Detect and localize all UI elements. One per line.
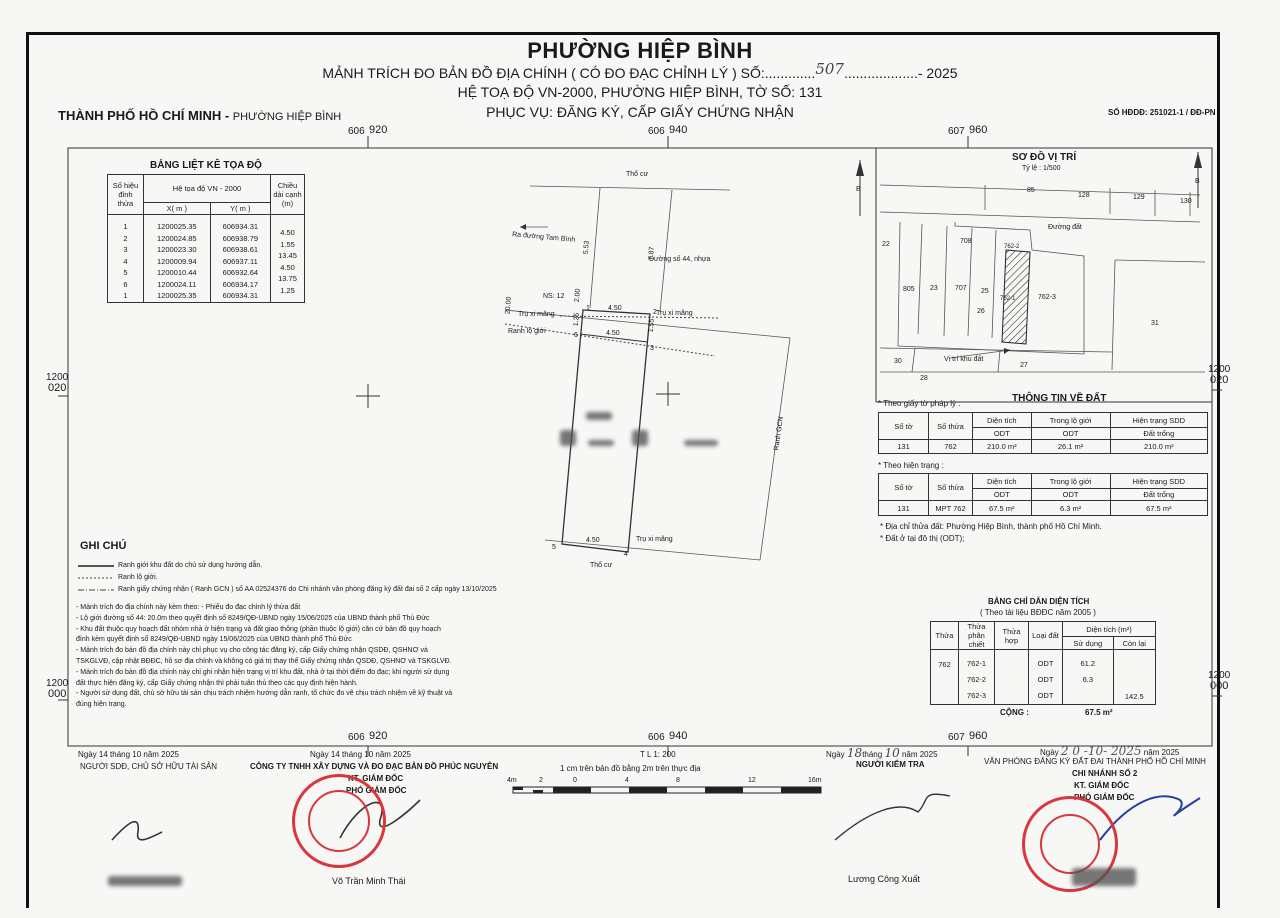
notes-legend-2: Ranh lộ giới. <box>118 574 158 581</box>
map-point-1: 1 <box>586 305 590 312</box>
office-date-stamp: 2 0 -10- 2025 <box>1060 744 1142 758</box>
grid-x2-top: 606 <box>648 126 665 137</box>
area-table-subtitle: ( Theo tài liệu BĐĐC năm 2005 ) <box>980 608 1096 617</box>
grid-y1-bottom: 020 <box>48 382 67 394</box>
map-tru-1: Trụ xi măng <box>518 311 555 318</box>
map-tru-2: Trụ xi măng <box>656 310 693 317</box>
grid-y2-bottom: 000 <box>48 688 67 700</box>
redaction <box>108 876 182 886</box>
parcel-30: 30 <box>894 358 902 365</box>
table-row: 762 762-1 762-2 762-3 ODT ODT ODT 61.2 6.3 142.5 <box>931 650 1156 705</box>
map-tho-cu-top: Thổ cư <box>626 171 649 178</box>
map-dim-1-55: 1.55 <box>647 318 656 333</box>
list-item: đính kèm quyết định số 8249/QĐ-UBND ngày 15/06/2025 của UBND thành phố Thủ Đức <box>76 636 352 644</box>
list-item: - Khu đất thuộc quy hoạch đất nhóm nhà ở hiện trạng và đất giao thông (phần thuộc lộ giới) căn cứ bản đồ quy hoạch <box>76 625 441 633</box>
coord-col-system: Hệ tọa độ VN - 2000 <box>144 175 271 203</box>
grid-x2-top-b: 606 <box>648 732 665 743</box>
contract-number: SỐ HĐDĐ: 251021-1 / ĐĐ-PN <box>1108 108 1216 117</box>
list-item: - Mảnh trích đo bản đồ địa chính này chỉ phục vụ cho công tác đăng ký, cấp Giấy chứng nhận QSDĐ, QSHNƠ và <box>76 647 428 655</box>
scale-tick: 4 <box>625 777 629 784</box>
company-sub1: KT. GIÁM ĐỐC <box>348 774 404 783</box>
parcel-805: 805 <box>903 286 915 293</box>
coord-col-length: Chiều dài cạnh (m) <box>271 175 305 215</box>
ward-title: PHƯỜNG HIỆP BÌNH <box>527 38 753 63</box>
map-road-44: Đường số 44, nhựa <box>649 256 711 263</box>
redaction <box>684 440 718 446</box>
list-item: đúng hiện trạng. <box>76 701 127 709</box>
parcel-762-2: 762-2 <box>1004 244 1020 250</box>
area-total-label: CỘNG : <box>1000 708 1029 717</box>
company-signer: Võ Trần Minh Thái <box>332 876 406 886</box>
notes-legend-3: Ranh giấy chứng nhận ( Ranh GCN ) số AA 02524376 do Chi nhánh văn phòng đăng ký đất đai số 2 cấp ngày 13/10/2025 <box>118 586 497 593</box>
list-item: đất thực hiện đăng ký, cấp Giấy chứng nhận thì phải tuân thủ theo các quy định hiện hành. <box>76 679 358 687</box>
checker-title: NGƯỜI KIỂM TRA <box>856 760 925 769</box>
scale-note: 1 cm trên bản đồ bằng 2m trên thực địa <box>560 764 701 773</box>
redaction <box>632 430 648 446</box>
redaction <box>588 440 614 446</box>
coord-col-y: Y( m ) <box>210 203 270 215</box>
notes-list <box>76 603 452 711</box>
map-ranh-gcn: Ranh GCN <box>773 416 785 451</box>
notes-title: GHI CHÚ <box>80 540 127 552</box>
location-map-title: SƠ ĐỒ VỊ TRÍ <box>1012 152 1077 163</box>
owner-signature <box>112 822 162 840</box>
purpose-line: PHỤC VỤ: ĐĂNG KÝ, CẤP GIẤY CHỨNG NHẬN <box>486 104 794 120</box>
north-label-location: B <box>1195 178 1200 185</box>
area-total-value: 67.5 m² <box>1085 708 1113 717</box>
extract-prefix: MẢNH TRÍCH ĐO BẢN ĐỒ ĐỊA CHÍNH ( CÓ ĐO ĐẠC CHỈNH LÝ ) SỐ:............. <box>322 65 816 81</box>
parcel-762-3: 762-3 <box>1038 294 1056 301</box>
land-info-legal-table: Số tờ Số thửa Diện tích Trong lộ giới Hiện trạng SDD ODT ODT Đất trống 131 762 210.0 m² 26.1 m² 210.0 m² <box>878 412 1208 454</box>
map-point-6: 6 <box>574 332 578 339</box>
land-info-current-table: Số tờ Số thửa Diện tích Trong lộ giới Hiện trạng SDD ODT ODT Đất trống 131 MPT 762 67.5 m² 6.3 m² 67.5 m² <box>878 473 1208 516</box>
location-map-drawing <box>880 185 1205 372</box>
map-dim-20-00: 20.00 <box>504 296 514 315</box>
grid-y2-top-r: 1200 <box>1208 670 1231 681</box>
map-dim-mid: 4.50 <box>606 330 620 337</box>
map-point-5: 5 <box>552 544 556 551</box>
parcel-130: 130 <box>1180 198 1192 205</box>
list-item: - Mảnh trích đo bản đồ địa chính này chỉ ghi nhận hiện trạng vị trí khu đất, nhà ở tại thời điểm đo đạc; khi người sử dụng <box>76 668 450 676</box>
land-info-use: * Đất ở tại đô thị (ODT); <box>880 534 965 543</box>
coord-col-x: X( m ) <box>144 203 211 215</box>
office-sub1: CHI NHÁNH SỐ 2 <box>1072 769 1138 778</box>
parcel-28: 28 <box>920 375 928 382</box>
scale-tick: 8 <box>676 777 680 784</box>
parcel-85: 85 <box>1027 187 1035 194</box>
list-item: - Người sử dụng đất, chủ sở hữu tài sản chịu trách nhiệm hướng dẫn ranh, tổ chức đo vẽ chịu trách nhiệm về kỹ thuật và <box>76 690 453 698</box>
scale-tick: 4m <box>507 777 517 784</box>
checker-date: Ngày 18tháng 10 năm 2025 <box>826 746 938 760</box>
land-info-current-label: * Theo hiện trạng : <box>878 461 944 470</box>
city-name: THÀNH PHỐ HỒ CHÍ MINH - <box>58 108 233 123</box>
map-point-2: 2 <box>653 309 657 316</box>
office-date: Ngày 2 0 -10- 2025 năm 2025 <box>1040 744 1180 758</box>
office-stamp-inner <box>1040 814 1100 874</box>
map-dim-5-53: 5.53 <box>582 240 591 255</box>
checker-month: 10 <box>884 746 900 760</box>
map-tru-3: Trụ xi măng <box>636 536 673 543</box>
coord-table-title: BẢNG LIỆT KÊ TỌA ĐỘ <box>150 160 262 171</box>
map-dim-bottom: 4.50 <box>586 537 600 544</box>
extract-suffix: ...................- 2025 <box>843 65 958 81</box>
coord-table <box>107 174 305 303</box>
parcel-762-1: 762-1 <box>1000 296 1016 302</box>
parcel-25: 25 <box>981 288 989 295</box>
map-tho-cu-bottom: Thổ cư <box>590 562 613 569</box>
location-map-scale: Tỷ lệ : 1/500 <box>1022 165 1061 172</box>
owner-title: NGƯỜI SDĐ, CHỦ SỞ HỮU TÀI SẢN <box>80 762 218 771</box>
parcel-26: 26 <box>977 308 985 315</box>
grid-x1-top: 606 <box>348 126 365 137</box>
scale-tick: 12 <box>748 777 756 784</box>
map-dim-1-25: 1.25 <box>572 312 581 327</box>
office-sub3: PHÓ GIÁM ĐỐC <box>1074 793 1135 802</box>
map-ranh-lo-gioi: Ranh lộ giới <box>508 328 546 335</box>
map-dim-top: 4.50 <box>608 305 622 312</box>
area-table-title: BẢNG CHỈ DẪN DIỆN TÍCH <box>988 597 1090 606</box>
parcel-23: 23 <box>930 285 938 292</box>
scale-bar <box>513 787 821 793</box>
parcel-27: 27 <box>1020 362 1028 369</box>
parcel-129: 129 <box>1133 194 1145 201</box>
company-stamp-inner <box>308 790 370 852</box>
map-point-4: 4 <box>624 551 628 558</box>
grid-y1-top-r: 1200 <box>1208 364 1231 375</box>
map-road-tam-binh: Ra đường Tam Bình <box>511 231 576 244</box>
map-ns: NS: 12 <box>543 293 565 300</box>
parcel-128: 128 <box>1078 192 1090 199</box>
table-row: 131 762 210.0 m² 26.1 m² 210.0 m² <box>879 440 1208 454</box>
parcel-708: 708 <box>960 238 972 245</box>
map-dim-2-00: 2.00 <box>573 288 582 303</box>
grid-cross-right <box>656 382 680 406</box>
parcel-707: 707 <box>955 285 967 292</box>
checker-day: 18 <box>846 746 863 760</box>
coord-line: HỆ TOẠ ĐỘ VN-2000, PHƯỜNG HIỆP BÌNH, TỜ SỐ: 131 <box>457 84 823 100</box>
land-info-address: * Địa chỉ thửa đất: Phường Hiệp Bình, thành phố Hồ Chí Minh. <box>880 522 1102 531</box>
grid-y2-bottom-r: 000 <box>1210 680 1229 692</box>
company-date: Ngày 14 tháng 10 năm 2025 <box>310 750 411 759</box>
location-map-site: Vị trí khu đất <box>944 356 984 363</box>
coord-col-point: Số hiệu đỉnh thửa <box>108 175 144 215</box>
company-sub2: PHÓ GIÁM ĐỐC <box>346 786 407 795</box>
map-dim-7-87: 7.87 <box>647 246 656 261</box>
grid-x2-bottom-b: 940 <box>669 730 688 742</box>
location-map-road: Đường đất <box>1048 224 1082 231</box>
grid-y1-bottom-r: 020 <box>1210 374 1229 386</box>
list-item: TSKGLVĐ, cập nhật BĐĐC, hồ sơ địa chính và không có giá trị thay thế Giấy chứng nhận QSDĐ, QSHNƠ và TSKGLVĐ. <box>76 657 452 665</box>
redaction <box>586 412 612 420</box>
grid-x3-top: 607 <box>948 126 965 137</box>
grid-x3-top-b: 607 <box>948 732 965 743</box>
company-title: CÔNG TY TNHH XÂY DỰNG VÀ ĐO ĐẠC BẢN ĐỒ PHÚC NGUYÊN <box>250 762 499 771</box>
list-item: - Lộ giới đường số 44: 20.0m theo quyết định số 8249/QĐ-UBND ngày 15/06/2025 của UBND thành phố Thủ Đức <box>76 614 430 622</box>
table-row: 1 2 3 4 5 6 1 1200025.35 1200024.85 1200023.30 1200009.94 1200010.44 1200024.11 1200025.35 606934.31 606938.79 606938.61 606937.11 606932.64 606934.17 606934.31 4.50 1.55 13.45 4.50 13.75 1.25 <box>108 215 305 303</box>
extract-number: 507 <box>815 60 844 78</box>
scale-label: T L 1: 200 <box>640 750 676 759</box>
city-ward: PHƯỜNG HIỆP BÌNH <box>232 111 342 123</box>
grid-x2-bottom: 940 <box>669 124 688 136</box>
office-sub2: KT. GIÁM ĐỐC <box>1074 781 1130 790</box>
grid-y2-top: 1200 <box>46 678 69 689</box>
grid-x3-bottom: 960 <box>969 124 988 136</box>
grid-y1-top: 1200 <box>46 372 69 383</box>
office-title: VĂN PHÒNG ĐĂNG KÝ ĐẤT ĐAI THÀNH PHỐ HỒ CHÍ MINH <box>984 757 1206 766</box>
list-item: - Mảnh trích đo địa chính này kèm theo: - Phiếu đo đạc chỉnh lý thửa đất <box>76 604 301 611</box>
table-row: 131 MPT 762 67.5 m² 6.3 m² 67.5 m² <box>879 501 1208 516</box>
parcel-22: 22 <box>882 241 890 248</box>
checker-signature <box>835 794 950 840</box>
grid-x1-bottom: 920 <box>369 124 388 136</box>
scale-tick: 0 <box>573 777 577 784</box>
map-point-3: 3 <box>650 345 654 352</box>
area-table: Thửa Thửa phân chiết Thửa hợp Loại đất Diện tích (m²) Sử dụng Còn lại 762 762-1 762-2 762-3 ODT ODT ODT 61.2 6.3 142.5 <box>930 621 1156 705</box>
land-info-title: THÔNG TIN VỀ ĐẤT <box>1012 393 1107 404</box>
grid-cross-left <box>356 384 380 408</box>
notes-legend-1: Ranh giới khu đất do chủ sử dụng hướng dẫn. <box>118 562 263 569</box>
north-label-main: B <box>856 186 861 193</box>
owner-date: Ngày 14 tháng 10 năm 2025 <box>78 750 179 759</box>
parcel-31: 31 <box>1151 320 1159 327</box>
land-info-legal-label: * Theo giấy tờ pháp lý : <box>878 399 961 408</box>
grid-x1-top-b: 606 <box>348 732 365 743</box>
redaction <box>560 430 576 446</box>
scale-tick: 2 <box>539 777 543 784</box>
redaction <box>1072 868 1136 886</box>
grid-x1-bottom-b: 920 <box>369 730 388 742</box>
scale-tick: 16m <box>808 777 822 784</box>
grid-x3-bottom-b: 960 <box>969 730 988 742</box>
checker-signer: Lương Công Xuất <box>848 874 920 884</box>
